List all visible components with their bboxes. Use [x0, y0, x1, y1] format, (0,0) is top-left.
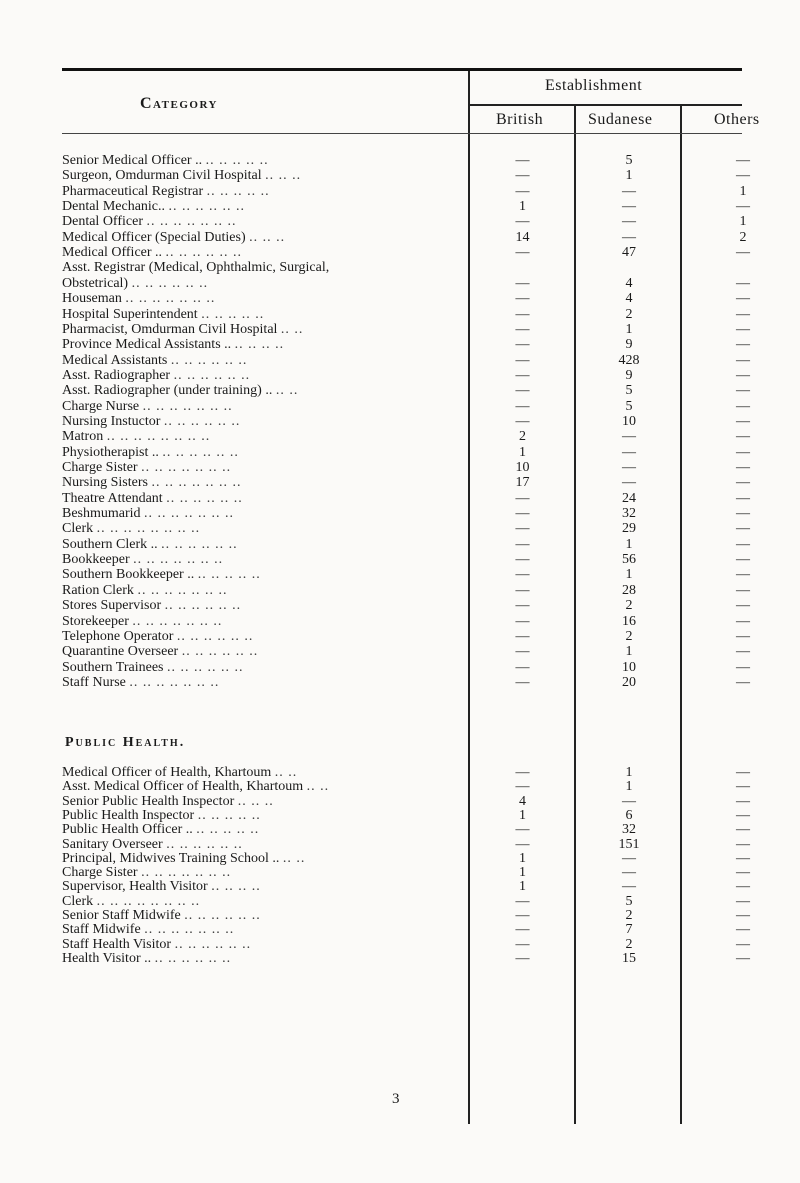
category-name: Senior Staff Midwife — [62, 908, 181, 923]
leader-dots: .. .. .. .. .. .. .. — [137, 582, 228, 598]
others-cell: — — [736, 793, 750, 809]
leader-dots: .. .. .. .. .. — [201, 306, 265, 322]
category-name: Sanitary Overseer — [62, 836, 163, 852]
sudanese-cell: 47 — [622, 245, 636, 261]
others-cell: — — [736, 506, 750, 522]
british-cell: — — [515, 214, 530, 230]
leader-dots: .. .. .. .. .. .. — [174, 936, 252, 952]
leader-dots: .. .. .. .. .. .. .. — [151, 475, 242, 491]
sudanese-cell: 1 — [625, 779, 633, 795]
leader-dots: .. .. .. .. .. .. .. — [146, 214, 237, 230]
sudanese-cell: 10 — [622, 659, 636, 675]
category-name: Health Visitor .. — [62, 950, 152, 966]
sudanese-cell: 2 — [625, 306, 633, 322]
others-cell: — — [736, 822, 750, 838]
category-name: Bookkeeper — [62, 552, 130, 568]
establishment-rule — [470, 104, 742, 106]
british-cell: — — [515, 183, 530, 199]
british-cell: 10 — [515, 460, 530, 475]
british-cell: — — [515, 352, 530, 368]
british-cell: — — [515, 536, 530, 552]
leader-dots: .. .. .. .. .. — [206, 183, 270, 199]
british-cell: 1 — [519, 444, 526, 460]
others-cell: — — [736, 413, 750, 429]
sudanese-cell: 9 — [625, 367, 633, 383]
category-name: Charge Sister — [62, 865, 138, 881]
leader-dots: .. .. .. .. .. .. .. — [132, 613, 223, 629]
leader-dots: .. .. .. .. .. — [205, 153, 269, 168]
leader-dots: .. .. — [282, 850, 306, 866]
sudanese-cell: 24 — [622, 490, 636, 506]
category-name: Asst. Medical Officer of Health, Khartoum — [62, 779, 304, 795]
others-cell: — — [736, 367, 750, 383]
category-name: Physiotherapist .. — [62, 444, 159, 460]
british-cell: — — [515, 936, 530, 952]
sudanese-cell: — — [622, 865, 636, 881]
sudanese-cell: 1 — [625, 536, 633, 552]
british-cell: 2 — [519, 429, 526, 445]
others-cell: — — [736, 567, 750, 583]
sudanese-cell: 56 — [622, 552, 636, 568]
leader-dots: .. .. .. .. .. .. — [167, 659, 244, 675]
category-name: Asst. Radiographer (under training) .. — [62, 383, 273, 399]
others-cell: — — [736, 950, 750, 966]
page-number: 3 — [392, 1091, 400, 1107]
leader-dots: .. .. .. .. .. .. — [161, 536, 238, 552]
category-name: Medical Officer of Health, Khartoum — [62, 765, 272, 780]
others-header: Others — [714, 111, 760, 128]
leader-dots: .. .. .. .. .. .. — [164, 598, 242, 614]
leader-dots: .. .. .. .. .. — [196, 822, 260, 838]
category-name: Theatre Attendant — [62, 490, 163, 506]
sudanese-cell: — — [622, 850, 636, 866]
british-cell: 4 — [519, 793, 526, 809]
category-name: Southern Bookkeeper .. — [62, 567, 195, 583]
sudanese-cell: 5 — [625, 153, 633, 168]
category-name: Medical Officer (Special Duties) — [62, 229, 246, 245]
others-cell: — — [736, 460, 750, 475]
others-cell: — — [736, 644, 750, 660]
british-cell: — — [515, 613, 530, 629]
category-name: Nursing Instuctor — [62, 413, 161, 429]
sudanese-cell: 28 — [622, 582, 636, 598]
category-name: Pharmaceutical Registrar — [62, 183, 204, 199]
category-name: Staff Midwife — [62, 922, 141, 938]
leader-dots: .. .. .. .. .. .. .. — [133, 552, 224, 568]
category-name: Telephone Operator — [62, 628, 174, 644]
sudanese-cell: 7 — [625, 922, 633, 938]
leader-dots: .. .. .. .. .. .. .. .. — [106, 429, 211, 445]
category-name: Staff Nurse — [62, 674, 126, 690]
british-cell: — — [515, 644, 530, 660]
british-cell: — — [515, 779, 530, 795]
category-name: Medical Officer .. — [62, 245, 163, 261]
leader-dots: .. .. .. .. .. .. — [166, 836, 243, 852]
category-name: Hospital Superintendent — [62, 306, 198, 322]
others-cell: — — [736, 779, 750, 795]
leader-dots: .. .. .. .. .. .. .. — [144, 922, 235, 938]
british-header: British — [496, 111, 544, 128]
leader-dots: .. .. .. — [237, 793, 274, 809]
others-cell: — — [736, 908, 750, 923]
sudanese-cell: — — [622, 199, 636, 215]
leader-dots: .. .. .. .. .. .. — [166, 490, 243, 506]
category-name: Nursing Sisters — [62, 475, 148, 491]
sudanese-cell: 4 — [625, 291, 633, 307]
sudanese-cell: — — [622, 183, 636, 199]
sudanese-cell: 20 — [622, 674, 636, 690]
row-label — [62, 950, 462, 968]
others-cell: — — [736, 598, 750, 614]
sudanese-cell: 2 — [625, 908, 633, 923]
sudanese-cell: — — [622, 475, 636, 491]
sudanese-cell: 1 — [625, 168, 633, 184]
sudanese-cell: 15 — [622, 950, 636, 966]
category-name: Surgeon, Omdurman Civil Hospital — [62, 168, 262, 184]
category-name: Quarantine Overseer — [62, 644, 179, 660]
category-name: Senior Public Health Inspector — [62, 793, 235, 809]
british-cell: — — [515, 398, 530, 414]
others-cell: — — [736, 490, 750, 506]
others-cell: — — [736, 865, 750, 881]
leader-dots: .. .. .. .. .. — [197, 807, 261, 823]
leader-dots: .. .. .. .. .. .. .. — [141, 460, 232, 475]
others-cell: — — [736, 275, 750, 291]
sudanese-cell: 428 — [618, 352, 640, 368]
others-cell: — — [736, 352, 750, 368]
sudanese-cell: 10 — [622, 413, 636, 429]
british-cell: 1 — [519, 879, 526, 895]
category-name: Clerk — [62, 521, 94, 537]
others-cell: — — [736, 807, 750, 823]
row-label — [62, 674, 462, 692]
sudanese-cell: 2 — [625, 628, 633, 644]
sudanese-cell: — — [622, 429, 636, 445]
british-cell: — — [515, 383, 530, 399]
sudanese-cell: 2 — [625, 598, 633, 614]
sudanese-cell: 1 — [625, 567, 633, 583]
sudanese-cell: — — [622, 444, 636, 460]
leader-dots: .. .. .. .. — [234, 337, 285, 353]
others-cell: — — [736, 893, 750, 909]
others-cell: — — [736, 659, 750, 675]
leader-dots: .. .. — [306, 779, 330, 795]
others-cell: — — [736, 536, 750, 552]
sudanese-cell: — — [622, 793, 636, 809]
header-bottom-rule — [62, 133, 742, 134]
category-name: Asst. Radiographer — [62, 367, 171, 383]
sudanese-cell: — — [622, 460, 636, 475]
british-cell: 1 — [519, 199, 526, 215]
british-cell: — — [515, 893, 530, 909]
category-name: Southern Trainees — [62, 659, 164, 675]
others-cell: 1 — [739, 183, 747, 199]
british-cell: — — [515, 950, 530, 966]
others-cell: — — [736, 552, 750, 568]
others-cell: — — [736, 521, 750, 537]
leader-dots: .. .. .. .. .. .. .. — [144, 506, 235, 522]
british-cell: — — [515, 245, 530, 261]
others-cell: — — [736, 850, 750, 866]
british-cell: — — [515, 275, 530, 291]
others-cell: — — [736, 245, 750, 261]
sudanese-cell: — — [622, 214, 636, 230]
british-cell: — — [515, 822, 530, 838]
others-cell: — — [736, 444, 750, 460]
category-name: Charge Sister — [62, 460, 138, 475]
others-cell: — — [736, 337, 750, 353]
sudanese-header: Sudanese — [588, 111, 653, 128]
leader-dots: .. .. .. .. .. .. .. .. — [96, 521, 201, 537]
others-cell: — — [736, 475, 750, 491]
british-cell: — — [515, 367, 530, 383]
others-cell: — — [736, 674, 750, 690]
british-cell: — — [515, 836, 530, 852]
category-name: Clerk — [62, 893, 94, 909]
sudanese-cell: 1 — [625, 644, 633, 660]
public-health-section-title: Public Health. — [65, 735, 186, 750]
category-name: Charge Nurse — [62, 398, 140, 414]
sudanese-cell: 29 — [622, 521, 636, 537]
british-cell: — — [515, 659, 530, 675]
british-cell: — — [515, 598, 530, 614]
sudanese-cell: 9 — [625, 337, 633, 353]
british-cell: — — [515, 337, 530, 353]
others-cell: — — [736, 398, 750, 414]
sudanese-cell: 5 — [625, 893, 633, 909]
others-cell: — — [736, 922, 750, 938]
table-row — [0, 674, 800, 692]
british-cell: — — [515, 413, 530, 429]
others-cell: 1 — [739, 214, 747, 230]
british-cell: — — [515, 908, 530, 923]
british-cell: — — [515, 506, 530, 522]
category-name: Stores Supervisor — [62, 598, 162, 614]
category-name: Ration Clerk — [62, 582, 134, 598]
british-cell: — — [515, 291, 530, 307]
british-cell: — — [515, 153, 530, 168]
sudanese-cell: — — [622, 879, 636, 895]
sudanese-cell: — — [622, 229, 636, 245]
others-cell: — — [736, 765, 750, 780]
others-cell: — — [736, 582, 750, 598]
british-cell: — — [515, 521, 530, 537]
leader-dots: .. .. .. .. .. .. .. — [141, 865, 232, 881]
others-cell: — — [736, 429, 750, 445]
leader-dots: .. .. .. .. .. .. — [163, 413, 241, 429]
british-cell: 1 — [519, 807, 526, 823]
british-cell: — — [515, 321, 530, 337]
british-cell: — — [515, 628, 530, 644]
category-name: Obstetrical) — [62, 275, 129, 291]
category-header: Category — [140, 95, 218, 112]
others-cell: — — [736, 879, 750, 895]
others-cell: — — [736, 836, 750, 852]
sudanese-cell: 4 — [625, 275, 633, 291]
sudanese-cell: 151 — [618, 836, 640, 852]
category-name: Pharmacist, Omdurman Civil Hospital — [62, 321, 278, 337]
category-name: Province Medical Assistants .. — [62, 337, 232, 353]
category-name: Houseman — [62, 291, 122, 307]
category-name: Medical Assistants — [62, 352, 168, 368]
leader-dots: .. .. .. — [265, 168, 302, 184]
leader-dots: .. .. .. .. .. .. — [173, 367, 251, 383]
category-name: Public Health Inspector — [62, 807, 195, 823]
sudanese-cell: 6 — [625, 807, 633, 823]
others-cell: — — [736, 199, 750, 215]
leader-dots: .. .. .. — [249, 229, 286, 245]
category-name: Matron — [62, 429, 104, 445]
others-cell: 2 — [739, 229, 747, 245]
british-cell: — — [515, 582, 530, 598]
category-name: Principal, Midwives Training School .. — [62, 850, 280, 866]
category-name: Dental Mechanic.. — [62, 199, 166, 215]
others-cell: — — [736, 153, 750, 168]
leader-dots: .. .. .. .. .. .. .. — [129, 674, 220, 690]
leader-dots: .. .. — [280, 321, 304, 337]
others-cell: — — [736, 291, 750, 307]
others-cell: — — [736, 613, 750, 629]
leader-dots: .. .. .. .. .. .. — [162, 444, 239, 460]
leader-dots: .. .. .. .. .. .. .. .. — [96, 893, 201, 909]
leader-dots: .. .. .. .. — [211, 879, 261, 895]
leader-dots: .. .. .. .. .. .. — [168, 199, 246, 215]
leader-dots: .. .. .. .. .. .. .. — [125, 291, 216, 307]
category-name: Public Health Officer .. — [62, 822, 193, 838]
leader-dots: .. .. .. .. .. .. — [170, 352, 248, 368]
sudanese-cell: 32 — [622, 822, 636, 838]
category-name: Staff Health Visitor — [62, 936, 172, 952]
top-rule — [62, 68, 742, 71]
british-cell: — — [515, 922, 530, 938]
british-cell: — — [515, 567, 530, 583]
leader-dots: .. .. .. .. .. .. — [165, 245, 243, 261]
sudanese-cell: 16 — [622, 613, 636, 629]
british-cell: 1 — [519, 850, 526, 866]
category-name: Beshmumarid — [62, 506, 141, 522]
british-cell: — — [515, 765, 530, 780]
category-name: Senior Medical Officer .. — [62, 153, 203, 168]
british-cell: — — [515, 306, 530, 322]
leader-dots: .. .. .. .. .. .. — [181, 644, 259, 660]
others-cell: — — [736, 321, 750, 337]
category-name: Storekeeper — [62, 613, 129, 629]
british-cell: — — [515, 490, 530, 506]
establishment-header: Establishment — [545, 77, 643, 94]
leader-dots: .. .. .. .. .. .. — [154, 950, 232, 966]
british-cell: — — [515, 674, 530, 690]
category-name: Southern Clerk .. — [62, 536, 158, 552]
sudanese-cell: 5 — [625, 398, 633, 414]
british-cell: 14 — [515, 229, 530, 245]
sudanese-cell: 5 — [625, 383, 633, 399]
leader-dots: .. .. — [274, 765, 298, 780]
leader-dots: .. .. .. .. .. .. — [176, 628, 254, 644]
category-name: Supervisor, Health Visitor — [62, 879, 208, 895]
british-cell: — — [515, 168, 530, 184]
others-cell: — — [736, 936, 750, 952]
others-cell: — — [736, 628, 750, 644]
sudanese-cell: 1 — [625, 765, 633, 780]
leader-dots: .. .. .. .. .. .. — [131, 275, 209, 291]
leader-dots: .. .. .. .. .. .. .. — [142, 398, 233, 414]
leader-dots: .. .. .. .. .. — [197, 567, 261, 583]
sudanese-cell: 32 — [622, 506, 636, 522]
sudanese-cell: 2 — [625, 936, 633, 952]
british-cell: 17 — [515, 475, 530, 491]
category-name: Asst. Registrar (Medical, Ophthalmic, Surgical, — [62, 260, 330, 276]
leader-dots: .. .. — [275, 383, 299, 399]
british-cell: 1 — [519, 865, 526, 881]
others-cell: — — [736, 168, 750, 184]
sudanese-cell: 1 — [625, 321, 633, 337]
table-row — [0, 950, 800, 968]
category-name: Dental Officer — [62, 214, 143, 230]
british-cell: — — [515, 552, 530, 568]
leader-dots: .. .. .. .. .. .. — [184, 908, 261, 923]
others-cell: — — [736, 383, 750, 399]
others-cell: — — [736, 306, 750, 322]
